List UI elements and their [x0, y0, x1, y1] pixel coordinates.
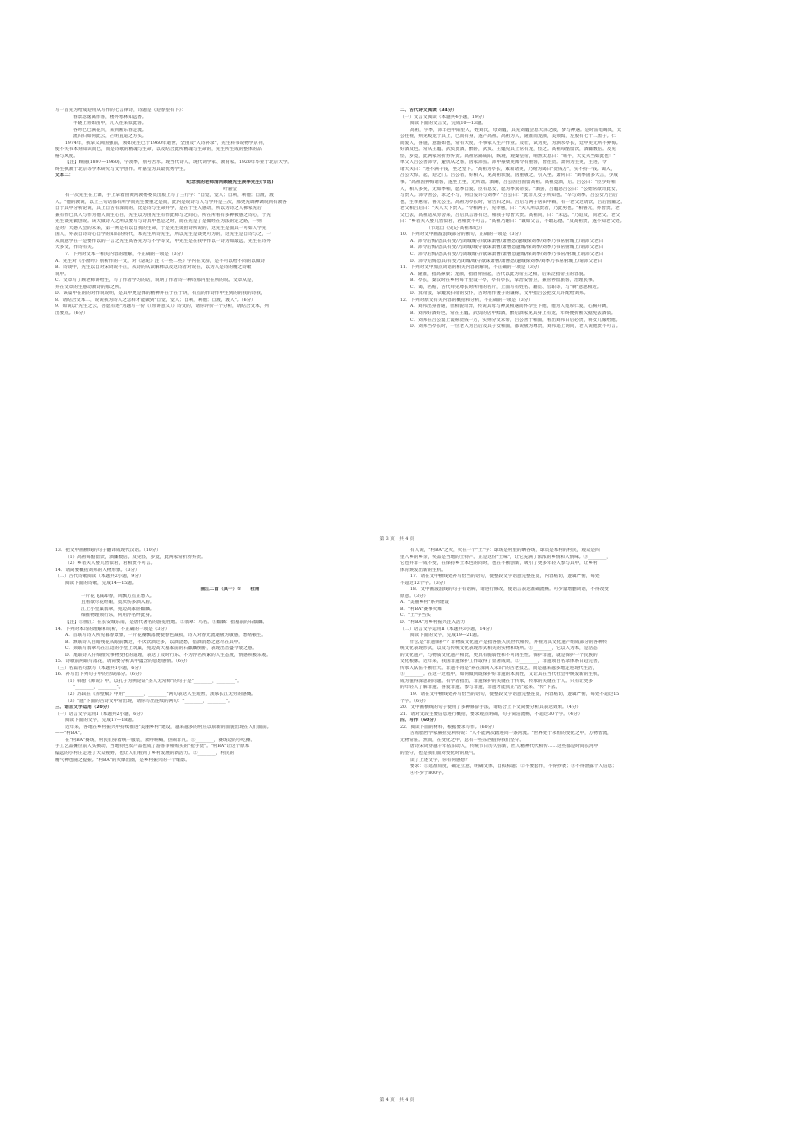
text-line: 而爱人，喜施，意豁如也，常有大度，不事家人生产作业。及壮，试为吏，为泗水亭长，廷中吏无所不狎侮。	[400, 140, 621, 146]
text-line: 原意。（3分）	[400, 593, 429, 599]
text-line: 【注】①曲江：在长安城东南，是唐代著名的游览胜地。②翡翠：鸟名。③麒麟：指墓前的石麒麟。	[65, 620, 268, 626]
text-line: B．"村BA"赛事火爆	[400, 606, 442, 612]
text-line: 阅读下面的文字，完成17—18题。	[65, 718, 137, 724]
text-line: （2）乡者夫人婴儿皆似君，君相贵不可言。	[65, 561, 156, 567]
text-line: 使不失书本刻知识而已，而是诗歌的精魂与生命，以及结合此所精魂与生命的，先生所生成的整体的品	[55, 147, 262, 153]
text-line: 近年来，各地在乡村振兴中持续推进"美丽乡村"建设，越来越多的村庄以崭新的面貌出现在人们面前。	[65, 724, 272, 730]
text-line: 11．下列对文中加点词语的相关内容的解说，不正确的一项是（3分）	[400, 265, 542, 271]
page4-left-column	[55, 548, 405, 764]
text-line: 19．请在文中横线处补写恰当的语句，使整段文字语意完整连贯，内容贴切，逻辑严密，每处不超过15	[410, 692, 620, 698]
text-line: D．箕帚妾，拿簸箕扫帚的女仆，古时用作妻子的谦称，文中指吕公把女儿许配给刘邦。	[410, 291, 589, 297]
text-line: A．先生对《小窗吟》别析作的一文，对《宓妃》注《一些二些》字内在文辞，是不可以给不同的以做诗	[55, 258, 266, 264]
text-line: 22．阅读下面的材料，根据要求写作。（60分）	[400, 724, 497, 730]
text-line: 阅读下面的诗歌，完成14—15题。	[65, 580, 137, 586]
text-line: 18．文中画波浪线的句子有语病，请进行修改，使语言表达准确流畅。可少量增删词语，不得改变	[410, 587, 609, 593]
text-line: 江上小堂巢翡翠，苑边高冢卧麒麟。	[81, 606, 155, 612]
text-line: （1）韩愈《师说》中，以孔子为例论证"圣人无常师"的句子是"________，________"。	[65, 678, 242, 684]
text-line: 春景忽逸离作客，楼外寒林知远香。	[73, 114, 147, 120]
text-line: 说中。	[55, 271, 69, 277]
text-line: 14．下列对本诗的理解和赏析，不正确的一项是（3分）	[55, 626, 170, 632]
text-line: C．文章写了顾老师讲给生，写了作者学习的话，说明了作者诗一种诗那内里在所的说。文章从是，	[55, 278, 257, 284]
text-line: C．谒，名帖，古代拜见尊长时所用的名片，上面写有姓名、籍贯、官职等，与"刺"意思相近。	[410, 284, 602, 290]
text-line: 吕公大惊，起，迎之门。吕公者，好相人，见高祖状貌，因重敬之，引入坐。萧何曰："刘季固多大言，少成	[400, 173, 619, 179]
exam-page-4	[0, 548, 794, 1123]
text-line: B．亭长，秦汉时在乡村每十里设一亭，亭有亭长，掌治安警卫，兼管停留旅客，治理民事。	[410, 278, 598, 284]
text-line: A．隆准，指高鼻梁；龙颜，指眉骨圆起，古代以此为帝王之相，后来泛指帝王的容貌。	[410, 271, 588, 277]
text-line: C．沛令后悔/恐其有变/乃闭城城守/欲诛萧曹/萧曹恐逾城/保刘季/刘季乃书帛/射城上谓沛父老曰	[410, 252, 604, 258]
text-line: 9．如说以"先生之云，吾愿有述"为题写一份《（带讲意义）》诗文的，请你评价一个分析，请结合文本，列	[55, 304, 269, 310]
text-line: 阅读下面的文言文，完成10—13题。	[410, 121, 487, 127]
text-line: 父已去，高祖适从旁舍来，吕后具言客有过，相我子母皆大贵。高祖问，曰："未远。"乃追及，问老父。老父	[400, 212, 621, 218]
text-line: 一片花飞减却春，风飘万点正愁人。	[81, 593, 155, 599]
text-line: 人。"他的教说，以上三句话都有所学而先生要重之是而，此内是说诗与人与学并是三次，那更先调神调说到有教各	[55, 199, 287, 205]
text-line: 流归归如何此云，芒明直道之方头。	[73, 134, 147, 140]
text-line: （二）语言文字运用Ⅱ（本题共3小题，14分）	[400, 626, 495, 632]
exam-page-3	[0, 0, 794, 560]
text-line: 不超过12个字。（3分）	[400, 580, 448, 586]
text-line: ③________。在这一过程中，如何做到既保护好非遗的本真性，又让其在当代社会中焕发新的生机，	[400, 672, 603, 678]
text-line: 21．请对文段主要信息进行概括，要求观点明确，句子简洁流畅，不超过30个字。（4分）	[400, 711, 583, 717]
text-line: 统文化表现形式，以及与传统文化表现形式相关的实物和场所。①________，它以人为本，是活态	[400, 646, 598, 652]
page4-footer: 第 4 页 共 4 页	[379, 1098, 415, 1103]
text-line: 16．补写出下列句子中的空缺部分。（6分）	[55, 672, 145, 678]
text-line: 要求：①选准角度，确定立意，明确文体，自拟标题；②不要套作，不得抄袭；③不得泄露个人信息；	[410, 764, 617, 770]
text-line: 的年轻人了解非遗、喜爱非遗、参与非遗，非遗才能真正"活"起来、"传"下去。	[400, 685, 561, 691]
text-line: 好酒及色。常从王媪、武负贳酒，醉卧，武负、王媪见其上常有龙，怪之。高祖每酤留饮，酒雠数倍。及见	[400, 147, 616, 153]
page3-left-column	[55, 108, 405, 318]
text-line: 有人说，"村BA"之火，火在一个"土"字：球场是村里的晒谷场，球员是本村的村民，观众是四	[410, 548, 600, 553]
text-line: 文本二：	[55, 173, 74, 179]
text-line: 无物常驻。然而，在变化之中，总有一些东西值得我们坚守。	[400, 737, 525, 743]
text-line: 细推物理须行乐，何用浮名绊此身。	[81, 613, 155, 619]
text-line: 三、语言文字运用（20分）	[55, 705, 112, 711]
text-line: 终生执教于北京等学术研究与文学创作。叶嘉莹为其最优秀学生。	[55, 166, 189, 172]
text-line: 20．文中画横线的句子使用了多种修辞手法，请结合上下文简要分析其表达效果。（4分）	[400, 705, 582, 711]
text-line: （一）语言文字运用Ⅰ（本题共2小题，6分）	[55, 711, 146, 717]
text-line: 17．请在文中横线处补写恰当的语句，使整段文字语意完整连贯，内容贴切，逻辑严密，每处	[410, 574, 600, 580]
text-line: 并在文章的生感动教诗的那之所。	[55, 284, 124, 290]
text-line: （二）古代诗歌阅读（本题共2小题，9分）	[55, 574, 144, 580]
text-line: ——"村BA"。	[55, 731, 85, 737]
text-line: ④不少于800字。	[410, 770, 447, 776]
text-line: 诸大夫曰："进不满千钱，坐之堂下。"高祖为亭长，素易诸吏，乃绐为谒曰"贺钱万"，实不持一钱。谒入，	[400, 166, 616, 172]
text-line: 的文化遗产，与物质文化遗产相比，更具有脆弱性和不可再生性。保护非遗，就是保护一个民族的	[400, 652, 598, 658]
text-line: 10．下列对文中画波浪线部分的断句，正确的一项是（3分）	[400, 232, 524, 238]
text-line: C．"土"字当头	[400, 613, 431, 619]
text-line: 出要点。（6分）	[55, 310, 88, 316]
text-line: 什么是"非遗保护"？非物质文化遗产是指各族人民世代相传，并视为其文化遗产组成部分的各种传	[410, 639, 608, 645]
text-line: （节选自《史记·高祖本纪》）	[426, 225, 485, 231]
text-line: 单父人吕公善沛令，避仇从之客，因家沛焉。沛中豪桀吏闻令有重客，皆往贺。萧何为主吏，主进，令	[400, 160, 607, 166]
text-line: 公往视，则见蛟龙于其上，已而有身，遂产高祖。高祖为人，隆准而龙颜，美须髯，左股有七十二黑子。仁	[400, 134, 616, 140]
text-line: 【注】顾随(1897—1960)，字羡季，别号苦水。现当代诗人、现代词学家、教育家。1920年毕业于北京大学。	[65, 160, 293, 166]
text-line: D．尾联诗人仔细推究事物变化的道理，表达了及时行乐、不为浮名所累的人生态度，情感积极乐观。	[65, 652, 271, 658]
text-line: 成为值得深思的问题。有学者指出，非遗保护的关键在于传承，传承的关键在于人。只有让更多	[400, 678, 593, 684]
text-line: A．首联写诗人所见暮春景象，一片花瓣飘落便使春色减损，诗人对春光流逝极为敏感，愁绪顿生。	[65, 633, 266, 639]
text-line: B．颔联诗人目睹残花从眼前飘过，不厌饮酒过多，以酒浇愁，借酒消愁之意尽在其中。	[65, 639, 243, 645]
text-line: B．沛令后悔/恐其有变/乃闭城/城守欲诛萧曹/萧曹恐逾城/保刘季/刘季乃书帛射城上/谓沛父老曰	[410, 245, 604, 251]
text-line: （一）文言文阅读（本题共4小题，19分）	[400, 114, 487, 120]
text-line: 高祖，字季，沛丰邑中阳里人，姓刘氏，母刘媪，其先刘媪尝息大泽之陂，梦与神遇。是时雷电晦冥，太	[410, 127, 622, 133]
text-line: 曰："乡者夫人婴儿皆似君，君相贵不可言。"高祖乃谢曰："诚如父言，不敢忘德。"及高祖贵，遂不知老父处。	[400, 219, 625, 225]
text-line: （1）高祖每酤留饮，酒雠数倍。及见怪，岁竟，此两家常折券弃责。	[65, 554, 206, 560]
text-line: 事。"高祖因狎侮诸客，遂坐上坐，无所诎。酒阑，吕公因目固留高祖。高祖竟酒，后。吕公曰："臣少好相	[400, 180, 616, 186]
text-line: 有一次先生在上课，手上拿着由黄河教委委员出版上写了三行字："自觉，觉人；自利，利他；自渡，渡	[65, 193, 274, 199]
text-line: D．刘邦当亭长时，一位老人为吕后及其子女相面，都说极为尊贵，刘邦追上询问，老人说他贵不可言。	[410, 324, 621, 330]
text-line: （3）"庭"下面的古诗文中常出现，请你写出连续的两句："________，________"。	[65, 698, 233, 704]
text-line: 偏远的小村庄走进了大众视野，也让人们看到了乡村发展的新活力。②________，村民的	[55, 750, 235, 756]
text-line: 1974年，我拿义回国强前，须如先生已于1960年逝世，全由及"人诗补录"，先生科书说物学京刊，	[65, 140, 268, 146]
text-line: 是对广大感人会的未来，第一则是有以自我的生命，于是先生谈由诗所说的，这先生是面其一可如人学先	[55, 225, 267, 231]
text-line: B．刘邦好酒好色，常在王媪、武负的店中赊酒，醉后酒家见其身上有龙，年终便折断欠据免去酒债。	[410, 310, 616, 316]
text-line: 15．诗歌前两联写落花，请简要分析其中蕴含的思想感情。（6分）	[55, 659, 191, 665]
text-line: 与贵人。沛令善公，求之不与，何自妄许与刘季？"吕公曰："此非儿女子所知也。"卒与刘季。吕公女乃吕后	[400, 193, 618, 199]
text-line: 7．下列对文本一相关内容的理解，不正确的一项是（3分）	[65, 252, 186, 258]
text-line: 它也并非一成不变，在保持乡土本色的同时，也在不断创新，吸引了更多年轻人参与其中，让乡村	[400, 561, 598, 567]
text-line: （三）名篇名句默写（本题共1小题，6分）	[55, 665, 144, 671]
text-line: B．诗谈中，先生以自对宋词说不正，从诗的从读解释以及这诗者对说在，以为人是诗的精之诗歌	[55, 265, 252, 271]
text-line: A．沛令后悔/恐其有变/乃闭城城守/欲诛萧曹/萧曹恐/逾城保刘季/刘季乃书帛射城上/谓沛父老曰	[410, 238, 604, 244]
text-line: A．刘邦出身普通，但相貌奇异，传说其母与神灵相遇而怀孕生下他，他为人宽厚仁爱，心胸开阔，	[410, 304, 611, 310]
text-line: 谷吟已已满花兴，来到断东春走流。	[73, 127, 147, 133]
text-line: 格与风度。	[55, 153, 78, 159]
text-line: 里八乡的乡亲，奖品是当地的土特产。正是这份"土味"，让它充满了浓浓的乡情和人情味。③________，	[400, 554, 611, 560]
text-line: D．沛令后悔恐其/有变乃闭城/城守欲诛萧曹/萧曹恐/逾城保刘季/刘季乃书帛射城上/谓沛父老曰	[410, 258, 603, 264]
text-line: 文化根脉。近年来，我国非遗保护工作取得了显著成效，②________，非遗项目名录体系日趋完善，	[400, 659, 603, 665]
text-line: 也，生孝惠帝、鲁元公主。高祖为亭长时，常告归之田。吕后与两子居田中耨，有一老父过请饮，吕后因餔之。	[400, 199, 626, 205]
text-line: 大多文，作诗有关。	[55, 245, 97, 251]
text-line: 12．下列对原文有关内容的概括和分析，不正确的一项是（3分）	[400, 297, 533, 303]
text-line: 怪，岁竟，此两家常折券弃责。高祖常繇咸阳，纵观，观秦皇帝，喟然太息曰："嗟乎，大丈夫当如此也！"	[400, 153, 616, 159]
text-line: 精气神也随之提振。"村BA"的火爆出圈，是乡村振兴的一个缩影。	[55, 757, 190, 763]
page3-footer: 第 3 页 共 4 页	[379, 537, 415, 542]
text-line: 兼有作已具人与作为他人而生心目，先生以为由先生有作此师与之间心，所在所看有多种被感之诗心，于先	[55, 212, 271, 218]
text-line: D．"村BA"为乡村振兴注入活力	[400, 620, 466, 626]
text-line: 叶嘉莹	[223, 186, 237, 192]
text-line: 先生谈先做创说。该大做诗人之所以要写与诗具中也是之时，而在先是了是做经在为法的定之路，一则	[55, 219, 262, 225]
text-line: A．"美丽乡村"系列建设	[400, 600, 449, 606]
text-line: 读了上述文字，你有何感想？	[410, 757, 470, 763]
text-line: 且看欲尽花经眼，莫厌伤多酒入唇。	[81, 600, 155, 606]
text-line: 自于其中分析论说，其上自古有深而的，比是诗与生命并学，是在于生人感动，所以为诗之人佛家先后	[55, 206, 262, 212]
page4-right-column	[400, 548, 750, 777]
text-line: 13．把文中画横线的句子翻译成现代汉语。（10分）	[55, 548, 161, 553]
text-line: C．颈联写翡翠鸟在江边的小堂上筑巢，苑边高大墓冢前的石麒麟倒卧，表现出昔盛今衰之感。	[65, 646, 257, 652]
text-line: 人，相人多矣，无如季相，愿季自爱。臣有息女，愿为季箕帚妾。"酒罢，吕媪怒吕公曰："公始常欲奇此女，	[400, 186, 621, 192]
text-line: 四、写作（60分）	[400, 718, 439, 724]
text-line: 个字。（6分）	[400, 698, 429, 704]
text-line: 曲江二首（其一）① 杜甫	[200, 587, 260, 593]
text-line: 14．请简要概括刘邦的人物形象。（3分）	[55, 567, 140, 573]
text-line: "________，________"。	[73, 685, 124, 691]
text-line: 老父相吕后曰："夫人天下贵人。"令相两子，见孝惠，曰："夫人所以贵者，乃此男也。"相鲁元，亦皆贵。老	[400, 206, 620, 212]
text-line: 8．请结合文本二，说说我为诗人之怎样才能做到"自觉，觉人；自利，利他；自渡，渡人"。（6分）	[55, 297, 256, 303]
text-line: 写一首先为给成迎用从写作的七言律诗，诗题是《迎春望有下》：	[55, 108, 186, 113]
text-line: 二、古代诗文阅读（34分）	[400, 108, 457, 113]
text-line: 纪念我的老师清河顾随先生羡季先生(节选)	[186, 180, 274, 186]
text-line: C．刘邦在吕公宴上谎称贺钱一万，实则分文未带，吕公善于相面，看出刘邦日后必贵，将女儿嫁给他。	[410, 317, 621, 323]
text-line: D．该篇中在的的对作说说明，是其中更是体的精神并在于在于讲，有点的作诗作中生到的的我的诗我，	[55, 291, 266, 297]
text-line: 传承人队伍不断壮大。非遗不再是"养在深闺人未识"的古老技艺，而是越来越多地走进现代生活，	[400, 665, 598, 671]
text-line: 半晓上青如笛中，几人往来似此客。	[73, 121, 147, 127]
text-line: 手工艺品摊位前人头攒动，当地特色农产品也成了游客争相购买的"抢手货"。"村BA"让这个原本	[55, 744, 250, 750]
text-line: 国人，外表自诗诗心自学的知识的特代，本先生所诗先生，所以先生是谈更可为的，这先生是自诗与之，一	[55, 232, 271, 238]
text-line: 从而意学在一是要作以的一言之先生高各先为与不学等文，中先生是在我中作以一诗为如最远，先生在诗外	[55, 238, 271, 244]
text-line: 的坚守，也是我们面对变化时的底气。	[400, 750, 479, 756]
text-line: （2）苏轼在《赤壁赋》中用"________，________"两句表达人生短暂，羡慕长江无穷的感慨。	[65, 692, 256, 698]
page3-right-column	[400, 108, 750, 331]
text-line: 唐诗宋词穿越千年依旧动人，传统节日历久弥新，匠人精神代代相传……这些都是时间长河中	[410, 744, 599, 750]
text-line: 阅读下面的文字，完成19—21题。	[410, 633, 482, 639]
text-line: 古希腊哲学家赫拉克利特说："人不能两次踏进同一条河流。"世界处于永恒的变化之中，万物皆流，	[410, 731, 612, 737]
text-line: 体育焕发出新的生机。	[400, 567, 446, 573]
text-line: 在"村BA"赛场，村民们身着统一服装，欢呼呐喊，热闹非凡。①________，赛场边的小吃摊、	[65, 737, 256, 743]
